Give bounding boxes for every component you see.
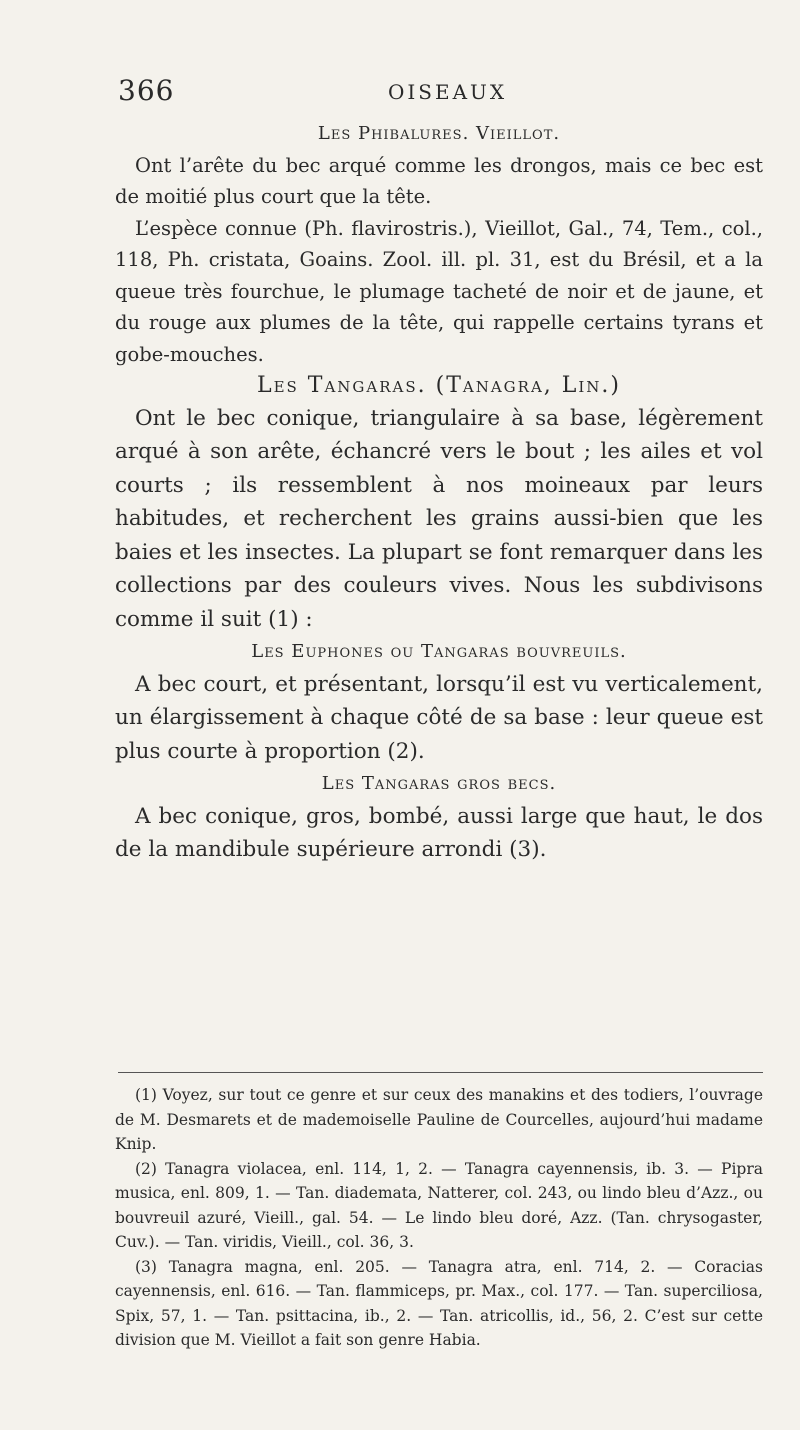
section-heading-tangaras: Les Tangaras. (Tanagra, Lin.)	[256, 373, 622, 398]
footnote: (1) Voyez, sur tout ce genre et sur ceux des manakins et des todiers, l’ouvrage de M. Desmarets et de mademoiselle Pauline de Courcelles, aujourd’hui madame Knip.	[115, 1086, 763, 1153]
footnote-divider	[118, 1072, 763, 1073]
paragraph: L’espèce connue (Ph. flavirostris.), Vieillot, Gal., 74, Tem., col., 118, Ph. cristata, Goains. Zool. ill. pl. 31, est du Brésil, et a la queue très fourchue, le plumage tacheté de noir et de jaune, et du rouge aux plumes de la tête, qui rappelle certains tyrans et gobe-mouches.	[115, 216, 763, 366]
footnote: (2) Tanagra violacea, enl. 114, 1, 2. — Tanagra cayennensis, ib. 3. — Pipra musica, enl. 809, 1. — Tan. diademata, Natterer, col. 243, ou lindo bleu d’Azz., ou bouvreuil azuré, Vieill., gal. 54. — Le lindo bleu doré, Azz. (Tan. chrysogaster, Cuv.). — Tan. viridis, Vieill., col. 36, 3.	[115, 1159, 763, 1251]
main-text	[115, 118, 763, 867]
paragraph: Ont le bec conique, triangulaire à sa base, légèrement arqué à son arête, échancré vers le bout ; les ailes et vol courts ; ils ressemblent à nos moineaux par leurs habitudes, et recherchent les grains aussi-bien que les baies et les insectes. La plupart se font remarquer dans les collections par des couleurs vives. Nous les subdivisons comme il suit (1) :	[115, 405, 763, 632]
page-number: 366	[118, 74, 175, 107]
paragraph: A bec conique, gros, bombé, aussi large que haut, le dos de la mandibule supérieure arrondi (3).	[115, 803, 763, 862]
section-heading-phibalures: Les Phibalures. Vieillot.	[317, 123, 561, 144]
footnote: (3) Tanagra magna, enl. 205. — Tanagra atra, enl. 714, 2. — Coracias cayennensis, enl. 616. — Tan. flammiceps, pr. Max., col. 177. — Tan. superciliosa, Spix, 57, 1. — Tan. psittacina, ib., 2. — Tan. atricollis, id., 56, 2. C’est sur cette division que M. Vieillot a fait son genre Habia.	[115, 1257, 763, 1349]
paragraph: A bec court, et présentant, lorsqu’il est vu verticalement, un élargissement à chaque côté de sa base : leur queue est plus courte à proportion (2).	[115, 671, 763, 764]
page-header	[118, 74, 718, 114]
paragraph: Ont l’arête du bec arqué comme les drongos, mais ce bec est de moitié plus court que la tête.	[115, 153, 763, 208]
section-heading-euphones: Les Euphones ou Tangaras bouvreuils.	[251, 641, 627, 662]
running-title: OISEAUX	[388, 80, 508, 104]
footnotes	[115, 1083, 763, 1353]
section-heading-gros-becs: Les Tangaras gros becs.	[321, 773, 557, 794]
